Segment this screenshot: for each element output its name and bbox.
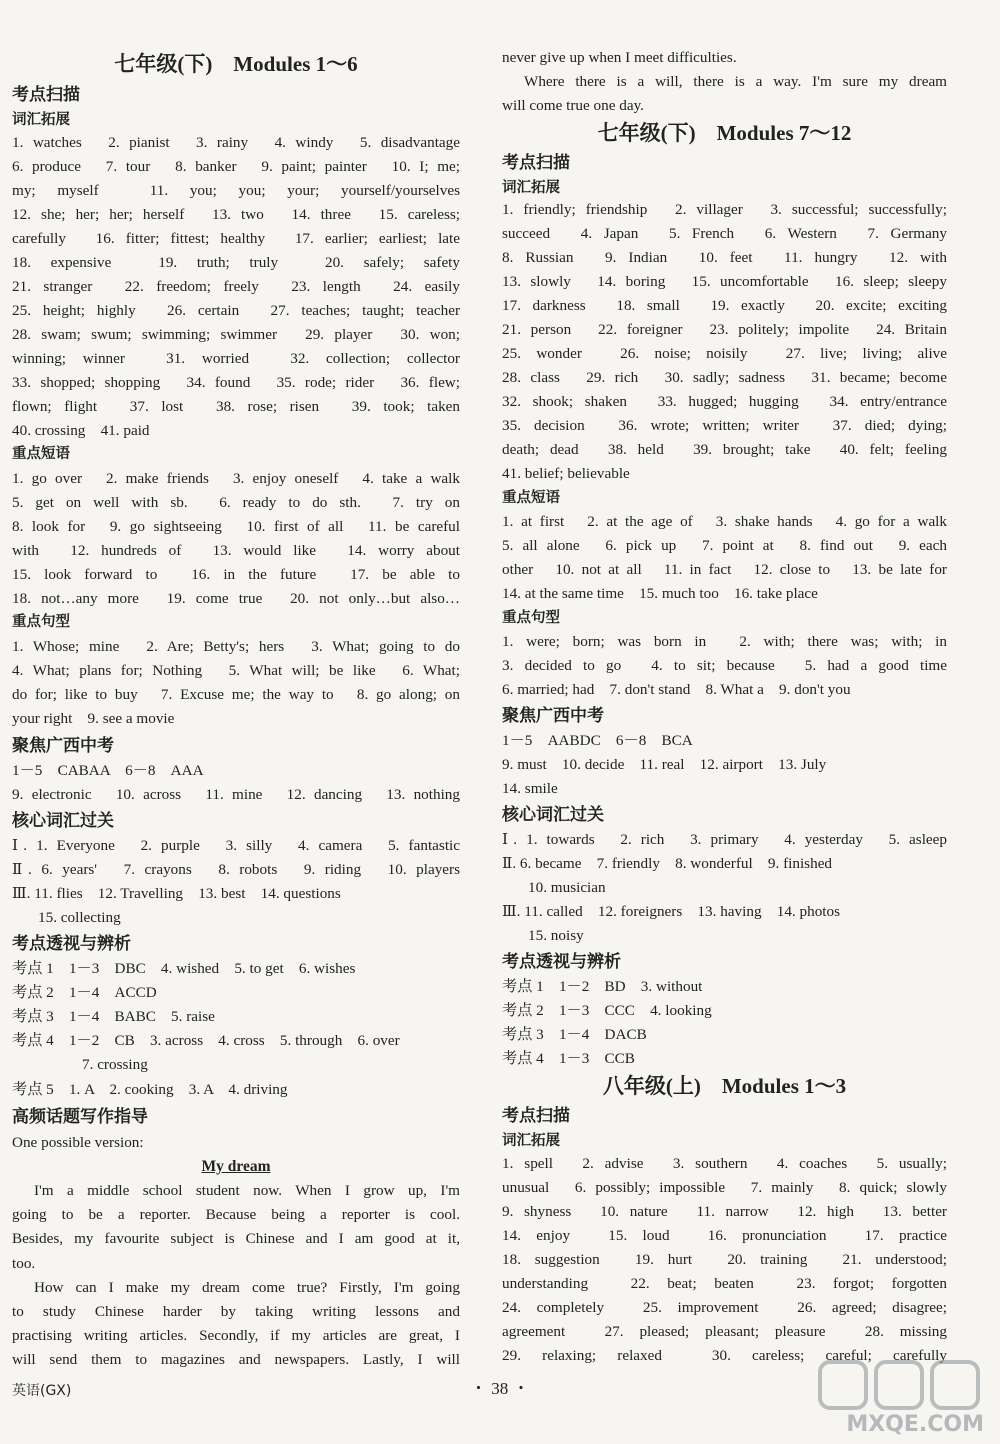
vocab-line: 41. belief; believable bbox=[502, 465, 630, 482]
pattern-line: 3. decided to go 4. to sit; because 5. had a good time bbox=[502, 657, 947, 674]
point-line: 考点 2 1－4 ACCD bbox=[12, 984, 157, 1001]
focus-line: 9. must 10. decide 11. real 12. airport 13. July bbox=[502, 756, 827, 773]
pattern-line: 1. were; born; was born in 2. with; there was; with; in bbox=[502, 633, 947, 650]
phrase-line: 5. all alone 6. pick up 7. point at 8. find out 9. each bbox=[502, 537, 947, 554]
core-line: Ⅲ. 11. called 12. foreigners 13. having 14. photos bbox=[502, 903, 841, 920]
version-label: One possible version: bbox=[12, 1134, 144, 1151]
focus-line: 1－5 AABDC 6－8 BCA bbox=[502, 732, 693, 749]
vocab-line: 29. relaxing; relaxed 30. careless; careful; carefully bbox=[502, 1347, 947, 1364]
core-line: 10. musician bbox=[528, 879, 606, 896]
vocab-line: carefully 16. fitter; fittest; healthy 17. earlier; earliest; late bbox=[12, 230, 460, 247]
vocab-line: 18. suggestion 19. hurt 20. training 21. understood; bbox=[502, 1251, 947, 1268]
focus-line: 9. electronic 10. across 11. mine 12. dancing 13. nothing bbox=[12, 786, 460, 803]
vocab-line: unusual 6. possibly; impossible 7. mainly 8. quick; slowly bbox=[502, 1179, 947, 1196]
vocab-line: 25. wonder 26. noise; noisily 27. live; living; alive bbox=[502, 345, 947, 362]
pattern-line: your right 9. see a movie bbox=[12, 710, 175, 727]
phrase-line: 1. at first 2. at the age of 3. shake hands 4. go for a walk bbox=[502, 513, 947, 530]
heading-sentence-patterns: 重点句型 bbox=[12, 614, 70, 630]
point-line: 考点 4 1－2 CB 3. across 4. cross 5. through 6. over bbox=[12, 1032, 400, 1049]
essay-line: will send them to magazines and newspapers. Lastly, I will bbox=[12, 1351, 460, 1368]
vocab-line: succeed 4. Japan 5. French 6. Western 7. Germany bbox=[502, 225, 947, 242]
essay-line: How can I make my dream come true? Firstly, I'm going bbox=[34, 1279, 460, 1296]
heading-guangxi-exam: 聚焦广西中考 bbox=[12, 736, 114, 756]
phrase-line: 18. not…any more 19. come true 20. not only…but also… bbox=[12, 590, 460, 607]
point-line: 7. crossing bbox=[82, 1056, 148, 1073]
watermark-text: MXQE.COM bbox=[846, 1412, 984, 1437]
heading-analysis: 考点透视与辨析 bbox=[502, 952, 621, 972]
phrase-line: with 12. hundreds of 13. would like 14. worry about bbox=[12, 542, 460, 559]
vocab-line: understanding 22. beat; beaten 23. forgot; forgotten bbox=[502, 1275, 947, 1292]
heading-phrases: 重点短语 bbox=[502, 490, 560, 506]
vocab-line: 25. height; highly 26. certain 27. teaches; taught; teacher bbox=[12, 302, 460, 319]
heading-exam-scan: 考点扫描 bbox=[502, 153, 570, 173]
page-number: ・ 38 ・ bbox=[470, 1379, 530, 1398]
vocab-line: 28. class 29. rich 30. sadly; sadness 31. became; become bbox=[502, 369, 947, 386]
phrase-line: 5. get on well with sb. 6. ready to do sth. 7. try on bbox=[12, 494, 460, 511]
essay-line: never give up when I meet difficulties. bbox=[502, 49, 737, 66]
point-line: 考点 4 1－3 CCB bbox=[502, 1050, 635, 1067]
heading-core-vocab: 核心词汇过关 bbox=[502, 805, 604, 825]
focus-line: 1－5 CABAA 6－8 AAA bbox=[12, 762, 204, 779]
phrase-line: 8. look for 9. go sightseeing 10. first of all 11. be careful bbox=[12, 518, 460, 535]
vocab-line: 1. spell 2. advise 3. southern 4. coaches 5. usually; bbox=[502, 1155, 947, 1172]
phrase-line: 15. look forward to 16. in the future 17. be able to bbox=[12, 566, 460, 583]
point-line: 考点 1 1－3 DBC 4. wished 5. to get 6. wishes bbox=[12, 960, 356, 977]
heading-sentence-patterns: 重点句型 bbox=[502, 610, 560, 626]
phrase-line: 1. go over 2. make friends 3. enjoy oneself 4. take a walk bbox=[12, 470, 460, 487]
vocab-line: 6. produce 7. tour 8. banker 9. paint; painter 10. I; me; bbox=[12, 158, 460, 175]
heading-analysis: 考点透视与辨析 bbox=[12, 934, 131, 954]
heading-exam-scan: 考点扫描 bbox=[12, 85, 80, 105]
vocab-line: winning; winner 31. worried 32. collection; collector bbox=[12, 350, 460, 367]
vocab-line: 1. watches 2. pianist 3. rainy 4. windy 5. disadvantage bbox=[12, 134, 460, 151]
section-title-grade7-m7-12: 七年级(下) Modules 7～12 bbox=[597, 121, 852, 145]
pattern-line: 1. Whose; mine 2. Are; Betty's; hers 3. What; going to do bbox=[12, 638, 460, 655]
core-line: 15. noisy bbox=[528, 927, 584, 944]
vocab-line: agreement 27. pleased; pleasant; pleasure 28. missing bbox=[502, 1323, 947, 1340]
vocab-line: flown; flight 37. lost 38. rose; risen 39. took; taken bbox=[12, 398, 460, 415]
point-line: 考点 2 1－3 CCC 4. looking bbox=[502, 1002, 712, 1019]
heading-vocab: 词汇拓展 bbox=[502, 180, 560, 196]
heading-vocab: 词汇拓展 bbox=[12, 112, 70, 128]
phrase-line: 14. at the same time 15. much too 16. take place bbox=[502, 585, 818, 602]
essay-line: to study Chinese harder by taking writing lessons and bbox=[12, 1303, 460, 1320]
vocab-line: 24. completely 25. improvement 26. agreed; disagree; bbox=[502, 1299, 947, 1316]
vocab-line: 8. Russian 9. Indian 10. feet 11. hungry 12. with bbox=[502, 249, 947, 266]
essay-line: will come true one day. bbox=[502, 97, 644, 114]
heading-phrases: 重点短语 bbox=[12, 446, 70, 462]
vocab-line: 13. slowly 14. boring 15. uncomfortable 16. sleep; sleepy bbox=[502, 273, 947, 290]
core-line: Ⅰ. 1. Everyone 2. purple 3. silly 4. camera 5. fantastic bbox=[12, 837, 460, 854]
section-title-grade7-m1-6: 七年级(下) Modules 1～6 bbox=[114, 52, 358, 76]
vocab-line: 12. she; her; her; herself 13. two 14. three 15. careless; bbox=[12, 206, 460, 223]
essay-line: Where there is a will, there is a way. I'm sure my dream bbox=[524, 73, 947, 90]
vocab-line: 1. friendly; friendship 2. villager 3. successful; successfully; bbox=[502, 201, 947, 218]
essay-line: too. bbox=[12, 1255, 36, 1272]
section-title-grade8-m1-3: 八年级(上) Modules 1～3 bbox=[602, 1074, 847, 1098]
vocab-line: 33. shopped; shopping 34. found 35. rode; rider 36. flew; bbox=[12, 374, 460, 391]
vocab-line: 14. enjoy 15. loud 16. pronunciation 17. practice bbox=[502, 1227, 947, 1244]
essay-line: going to be a reporter. Because being a reporter is cool. bbox=[12, 1206, 460, 1223]
essay-line: practising writing articles. Secondly, if my articles are great, I bbox=[12, 1327, 460, 1344]
vocab-line: 17. darkness 18. small 19. exactly 20. excite; exciting bbox=[502, 297, 947, 314]
heading-guangxi-exam: 聚焦广西中考 bbox=[502, 706, 604, 726]
focus-line: 14. smile bbox=[502, 780, 558, 797]
core-line: 15. collecting bbox=[38, 909, 121, 926]
core-line: Ⅰ. 1. towards 2. rich 3. primary 4. yesterday 5. asleep bbox=[502, 831, 947, 848]
vocab-line: 21. person 22. foreigner 23. politely; impolite 24. Britain bbox=[502, 321, 947, 338]
pattern-line: do for; like to buy 7. Excuse me; the way to 8. go along; on bbox=[12, 686, 460, 703]
vocab-line: my; myself 11. you; you; your; yourself/yourselves bbox=[12, 182, 460, 199]
phrase-line: other 10. not at all 11. in fact 12. close to 13. be late for bbox=[502, 561, 947, 578]
pattern-line: 4. What; plans for; Nothing 5. What will; be like 6. What; bbox=[12, 662, 460, 679]
vocab-line: 18. expensive 19. truth; truly 20. safely; safety bbox=[12, 254, 460, 271]
point-line: 考点 5 1. A 2. cooking 3. A 4. driving bbox=[12, 1081, 288, 1098]
point-line: 考点 1 1－2 BD 3. without bbox=[502, 978, 703, 995]
vocab-line: 28. swam; swum; swimming; swimmer 29. player 30. won; bbox=[12, 326, 460, 343]
vocab-line: 9. shyness 10. nature 11. narrow 12. high 13. better bbox=[502, 1203, 947, 1220]
heading-writing-guide: 高频话题写作指导 bbox=[12, 1107, 148, 1127]
essay-title: My dream bbox=[201, 1158, 271, 1175]
vocab-line: death; dead 38. held 39. brought; take 40. felt; feeling bbox=[502, 441, 947, 458]
core-line: Ⅲ. 11. flies 12. Travelling 13. best 14. questions bbox=[12, 885, 341, 902]
essay-line: Besides, my favourite subject is Chinese and I am good at it, bbox=[12, 1230, 460, 1247]
point-line: 考点 3 1－4 DACB bbox=[502, 1026, 647, 1043]
heading-core-vocab: 核心词汇过关 bbox=[12, 811, 114, 831]
subject-label: 英语(GX) bbox=[12, 1383, 72, 1399]
heading-vocab: 词汇拓展 bbox=[502, 1133, 560, 1149]
pattern-line: 6. married; had 7. don't stand 8. What a 9. don't you bbox=[502, 681, 851, 698]
vocab-line: 32. shook; shaken 33. hugged; hugging 34. entry/entrance bbox=[502, 393, 947, 410]
heading-exam-scan: 考点扫描 bbox=[502, 1106, 570, 1126]
vocab-line: 40. crossing 41. paid bbox=[12, 422, 150, 439]
core-line: Ⅱ. 6. became 7. friendly 8. wonderful 9. finished bbox=[502, 855, 833, 872]
essay-line: I'm a middle school student now. When I grow up, I'm bbox=[34, 1182, 460, 1199]
point-line: 考点 3 1－4 BABC 5. raise bbox=[12, 1008, 215, 1025]
vocab-line: 21. stranger 22. freedom; freely 23. length 24. easily bbox=[12, 278, 460, 295]
core-line: Ⅱ. 6. years' 7. crayons 8. robots 9. riding 10. players bbox=[12, 861, 460, 878]
vocab-line: 35. decision 36. wrote; written; writer 37. died; dying; bbox=[502, 417, 947, 434]
